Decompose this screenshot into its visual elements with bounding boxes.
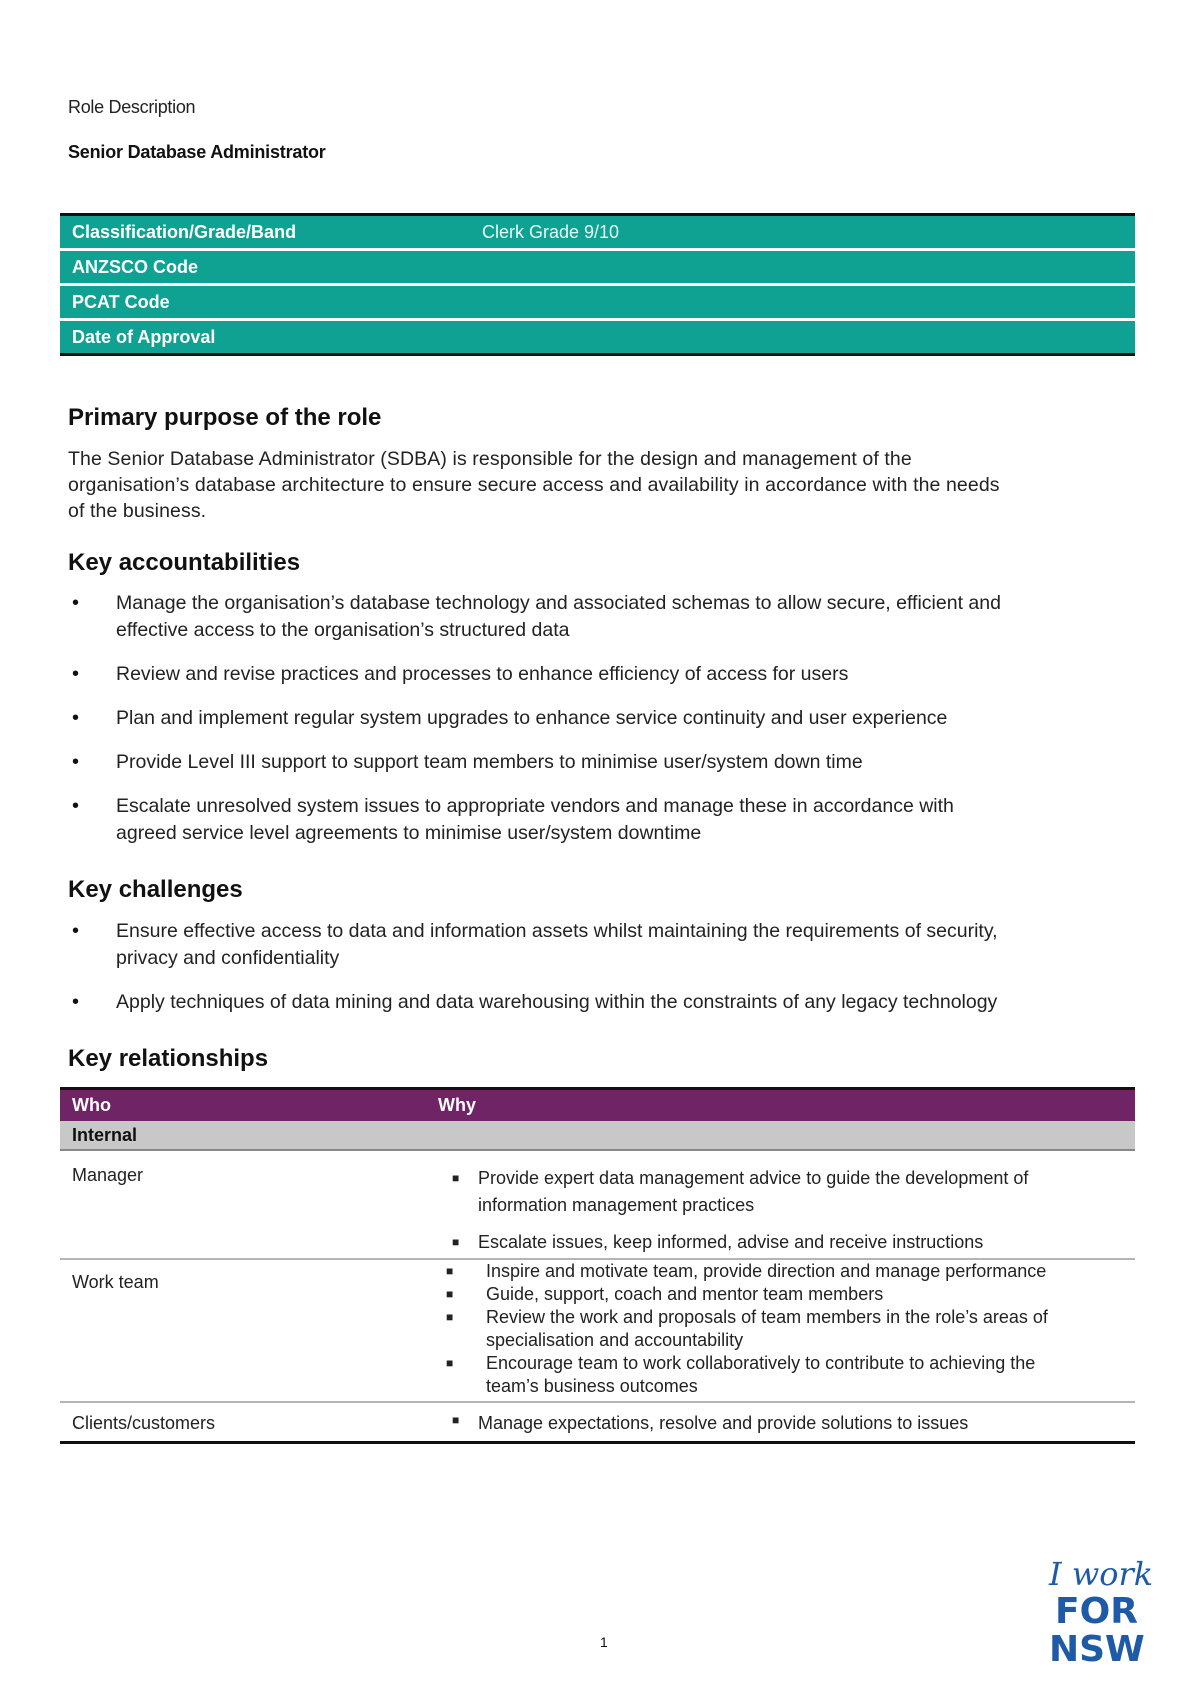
list-item: • Escalate unresolved system issues to appropriate vendors and manage these in accordance with agreed service level agreements to minimise user/system downtime: [72, 795, 954, 844]
square-bullet-icon: ■: [446, 1356, 454, 1370]
anzsco-label: ANZSCO Code: [72, 256, 198, 277]
who-cell: Clients/customers: [72, 1413, 216, 1433]
list-item: • Apply techniques of data mining and data warehousing within the constraints of any legacy technology: [68, 989, 1196, 1016]
bullet-icon: •: [72, 663, 80, 685]
why-list: [438, 1165, 1135, 1254]
classification-row: [60, 216, 1135, 251]
table-row: [60, 1260, 1135, 1403]
square-bullet-icon: ■: [446, 1264, 454, 1278]
square-bullet-icon: ■: [446, 1287, 454, 1301]
challenges-list: [68, 918, 1196, 1033]
who-cell: Manager: [72, 1165, 144, 1185]
primary-purpose-line: organisation’s database architecture to ensure secure access and availability in accordance with the needs: [68, 474, 1000, 496]
page-number: 1: [600, 1634, 608, 1650]
key-accountabilities-heading: Key accountabilities: [68, 549, 301, 576]
square-bullet-icon: ■: [452, 1413, 460, 1427]
approval-date-label: Date of Approval: [72, 326, 216, 347]
list-item: • Plan and implement regular system upgrades to enhance service continuity and user experience: [68, 705, 1196, 732]
document-type: Role Description: [68, 97, 196, 117]
relationships-table: [60, 1087, 1135, 1444]
key-relationships-heading: Key relationships: [68, 1045, 269, 1072]
list-item: • Manage the organisation’s database technology and associated schemas to allow secure, efficient and effective access to the organisation’s structured data: [72, 592, 1001, 641]
table-row: [60, 1151, 1135, 1260]
list-item: • Review and revise practices and processes to enhance efficiency of access for users: [68, 661, 1196, 688]
bullet-icon: •: [72, 795, 80, 817]
square-bullet-icon: ■: [452, 1171, 460, 1185]
why-column-header: Why: [438, 1095, 476, 1115]
key-challenges-heading: Key challenges: [68, 876, 243, 903]
classification-table: [60, 213, 1135, 356]
role-title: Senior Database Administrator: [68, 142, 326, 162]
why-cell: [438, 1403, 1135, 1441]
logo-line-3: NSW: [1049, 1629, 1145, 1665]
classification-value: Clerk Grade 9/10: [482, 221, 620, 242]
bullet-icon: •: [72, 592, 80, 614]
logo-line-2: FOR: [1055, 1591, 1138, 1632]
pcat-row: [60, 286, 1135, 321]
why-cell: [438, 1151, 1135, 1258]
logo-line-1: I work: [1049, 1555, 1154, 1593]
list-item: ■ Guide, support, coach and mentor team members: [446, 1284, 884, 1304]
internal-group-row: Internal: [60, 1121, 1135, 1151]
why-cell: [438, 1260, 1135, 1401]
i-work-for-nsw-logo: [1045, 1555, 1155, 1665]
bullet-icon: •: [72, 751, 80, 773]
list-item: ■ Encourage team to work collaboratively to contribute to achieving the team’s business outcomes: [446, 1353, 1036, 1396]
primary-purpose-heading: Primary purpose of the role: [68, 404, 382, 431]
anzsco-row: [60, 251, 1135, 286]
square-bullet-icon: ■: [446, 1310, 454, 1324]
list-item: ■ Inspire and motivate team, provide direction and manage performance: [446, 1261, 1047, 1281]
pcat-label: PCAT Code: [72, 291, 170, 312]
classification-label: Classification/Grade/Band: [72, 221, 297, 242]
bullet-icon: •: [72, 920, 80, 942]
list-item: ■ Manage expectations, resolve and provide solutions to issues: [452, 1413, 969, 1433]
accountabilities-list: [68, 590, 1196, 864]
list-item: ■ Review the work and proposals of team members in the role’s areas of specialisation and accountability: [446, 1307, 1048, 1350]
who-cell: Work team: [72, 1272, 159, 1292]
primary-purpose-line: The Senior Database Administrator (SDBA) is responsible for the design and management of the: [68, 448, 912, 470]
list-item: ■ Escalate issues, keep informed, advise and receive instructions: [452, 1232, 984, 1252]
primary-purpose-line: of the business.: [68, 500, 207, 522]
bullet-icon: •: [72, 707, 80, 729]
why-list: [438, 1260, 1135, 1398]
list-item: • Ensure effective access to data and information assets whilst maintaining the requirements of security, privacy and confidentiality: [72, 920, 998, 969]
bullet-icon: •: [72, 991, 80, 1013]
list-item: • Provide Level III support to support team members to minimise user/system down time: [68, 749, 1196, 776]
who-column-header: Who: [72, 1095, 111, 1115]
approval-date-row: [60, 321, 1135, 353]
why-list: [438, 1413, 1135, 1434]
primary-purpose-text: [68, 446, 1000, 524]
list-item: ■ Provide expert data management advice to guide the development of information management practices: [438, 1165, 1135, 1219]
relationships-header-row: [60, 1087, 1135, 1121]
square-bullet-icon: ■: [452, 1235, 460, 1249]
table-row: [60, 1403, 1135, 1444]
